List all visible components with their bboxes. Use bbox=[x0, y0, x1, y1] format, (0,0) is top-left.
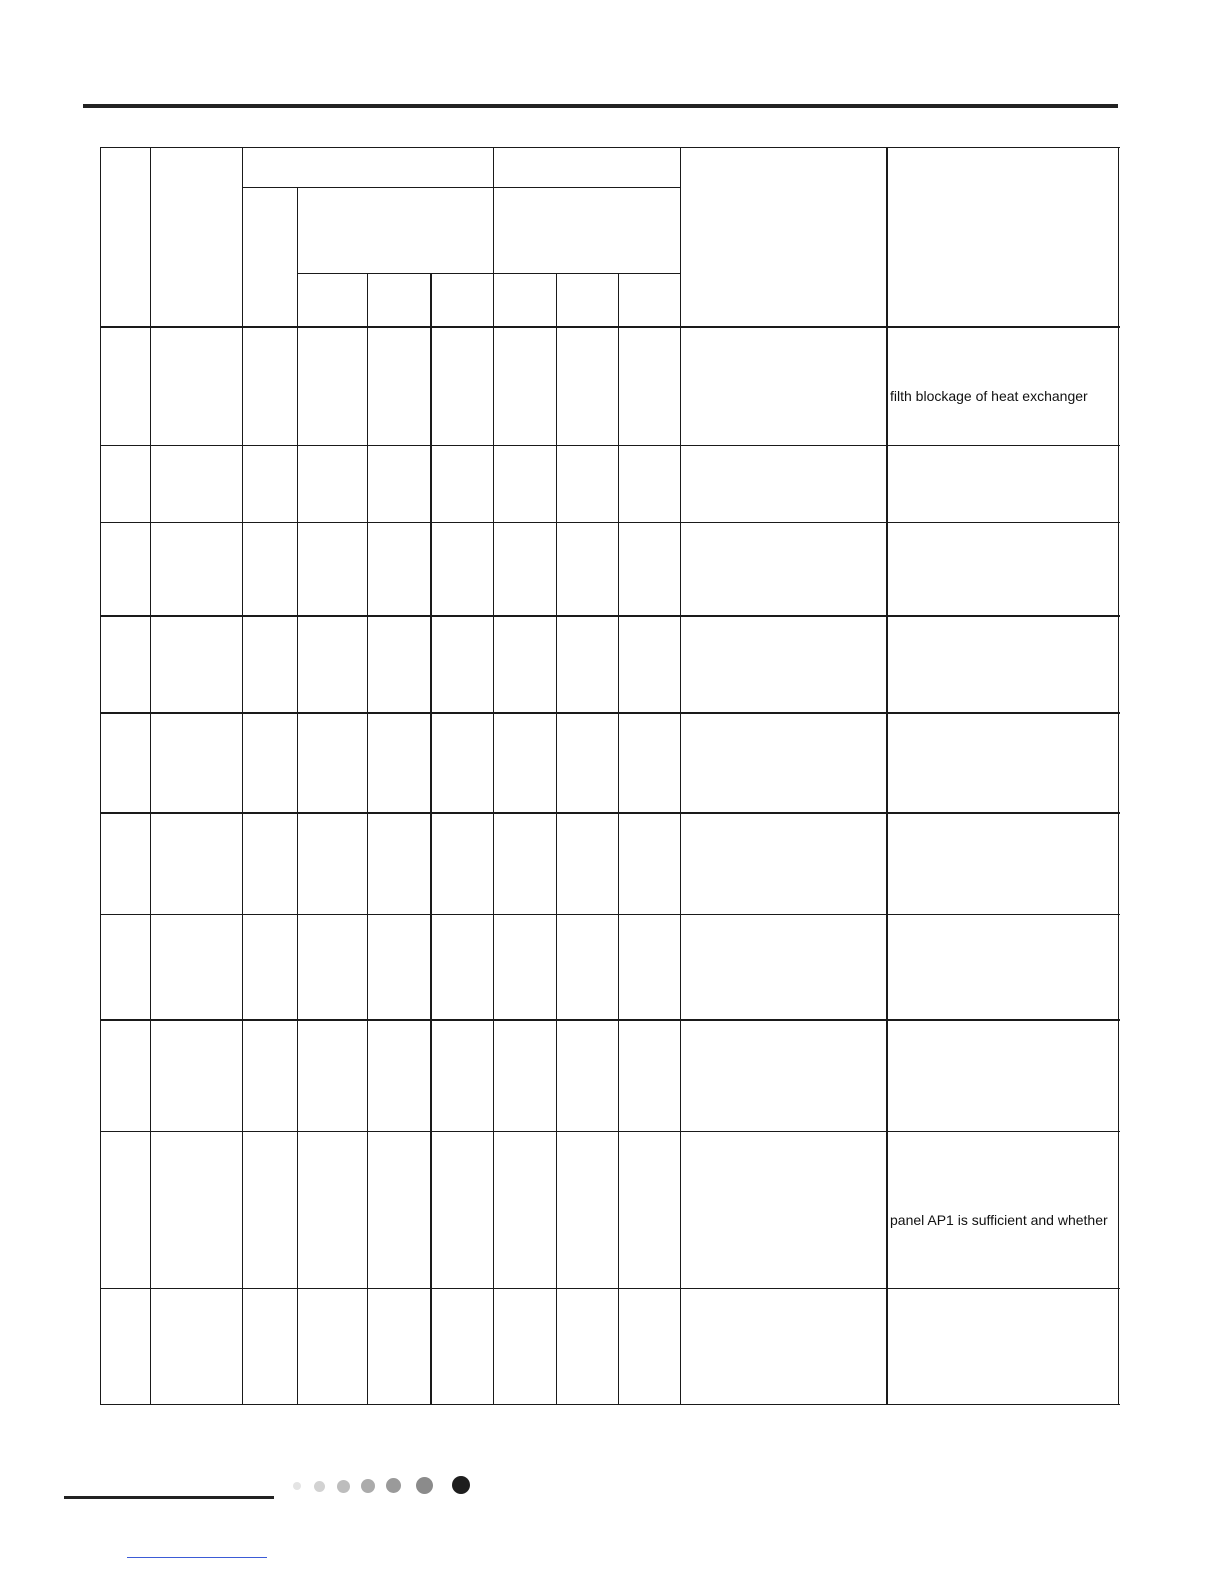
header-bottom-rule bbox=[100, 326, 1120, 328]
column-divider bbox=[493, 147, 494, 1405]
remedy-cell-text: filth blockage of heat exchanger bbox=[890, 388, 1088, 404]
column-divider bbox=[680, 147, 681, 1405]
row-divider bbox=[100, 712, 1120, 714]
column-divider bbox=[297, 187, 298, 1405]
table-border-bottom bbox=[100, 1404, 1120, 1405]
footer-link-underline[interactable] bbox=[127, 1557, 267, 1558]
page-dot bbox=[314, 1481, 325, 1492]
column-divider bbox=[556, 273, 557, 1405]
column-divider bbox=[150, 147, 151, 1405]
row-divider bbox=[100, 1131, 1120, 1132]
page-dot bbox=[337, 1480, 350, 1493]
remedy-cell-text: panel AP1 is sufficient and whether bbox=[890, 1212, 1108, 1228]
header-subdivider-lower bbox=[297, 273, 681, 274]
row-divider bbox=[100, 812, 1120, 814]
page-dot-current bbox=[452, 1476, 470, 1494]
table-border-right bbox=[1118, 147, 1119, 1405]
header-subdivider bbox=[243, 187, 681, 188]
column-divider bbox=[430, 273, 432, 1405]
page-dot bbox=[386, 1478, 401, 1493]
page-dot bbox=[361, 1479, 375, 1493]
column-divider bbox=[618, 273, 619, 1405]
table-border-top bbox=[100, 147, 1120, 148]
row-divider bbox=[100, 1019, 1120, 1021]
row-divider bbox=[100, 1288, 1120, 1289]
column-divider bbox=[367, 273, 368, 1405]
row-divider bbox=[100, 914, 1120, 915]
footer-rule bbox=[64, 1496, 274, 1499]
row-divider bbox=[100, 522, 1120, 523]
row-divider bbox=[100, 615, 1120, 617]
page-indicator-dots bbox=[290, 1472, 490, 1500]
row-divider bbox=[100, 445, 1120, 446]
page-dot bbox=[416, 1477, 433, 1494]
column-divider bbox=[886, 147, 888, 1405]
table-border-left bbox=[100, 147, 101, 1405]
column-divider bbox=[242, 147, 243, 1405]
page-dot bbox=[293, 1482, 301, 1490]
